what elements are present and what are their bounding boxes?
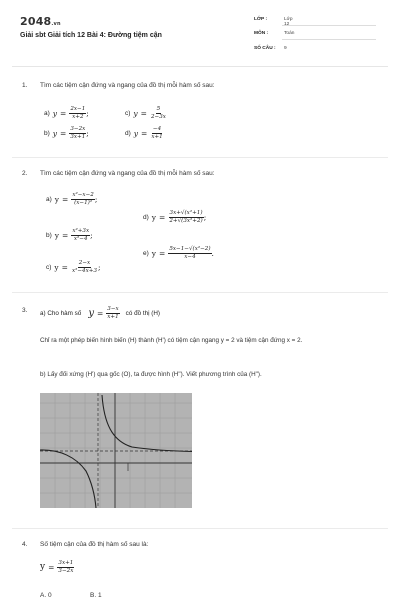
curve-branch-right [102,395,192,452]
question-divider [12,292,388,293]
q3-a-prefix: a) Cho hàm số [40,309,82,317]
q1-d-numerator: −4 [152,126,162,132]
q2-d-tail: ; [203,212,207,222]
q2-formula-a [46,192,97,206]
document-title: Giải sbt Giải tích 12 Bài 4: Đường tiệm cận [20,32,162,39]
q1-formula-d [125,126,164,140]
question-3-number: 3. [22,307,28,314]
logo-suffix: .vn [51,21,61,27]
q2-e-denominator: x−4 [184,253,196,260]
question-1-number: 1. [22,82,28,89]
q4-eq: = [48,562,55,572]
q1-d-y: y [133,128,139,138]
q2-a-y: y [54,194,60,204]
q2-c-denominator: x²−4x+3 [71,267,98,274]
q1-b-eq: = [60,128,67,138]
q1-a-y: y [52,108,58,118]
q4-option-b[interactable]: B. 1 [90,592,102,599]
q2-a-fraction [71,192,95,206]
q1-a-label: a) [44,109,50,117]
q2-e-y: y [151,248,157,258]
q3-paragraph-1: Chỉ ra một phép biến hình biến (H) thành (H') có tiệm cận ngang y = 2 và tiệm cận đứng x = 2. [40,337,303,344]
q3-numerator: 3−x [107,306,119,312]
q1-c-eq: = [140,108,147,118]
question-4-text: Số tiệm cận của đồ thị hàm số sau là: [40,541,149,548]
q2-formula-c [46,260,101,274]
q2-d-numerator: 3x+√(x²+1) [169,210,203,216]
q2-b-label: b) [46,231,52,239]
q2-b-fraction [71,228,90,242]
q3-part-a-line [40,306,163,320]
q1-b-y: y [52,128,58,138]
q2-b-eq: = [62,230,69,240]
question-divider [12,528,388,529]
q2-e-eq: = [159,248,166,258]
q2-d-y: y [151,212,157,222]
q1-formula-b [44,126,89,140]
graph-drawing [40,393,192,508]
q1-d-eq: = [141,128,148,138]
meta-class-value: Lớp 12 [284,17,293,27]
q2-b-numerator: x²+3x [72,228,90,234]
q2-b-y: y [54,230,60,240]
q2-c-fraction [71,260,98,274]
q2-e-fraction [168,246,211,260]
q4-option-a[interactable]: A. 0 [40,592,52,599]
q1-b-fraction [69,126,86,140]
meta-count-label: SỐ CÂU : [254,46,276,51]
q3-fraction [106,306,119,320]
q3-eq: = [96,308,104,318]
q1-c-denominator: 2−3x [150,113,166,120]
q2-d-denominator: 2+√(3x²+2) [169,217,203,224]
meta-class-label: LỚP : [254,17,268,22]
header-divider [12,66,388,67]
q2-formula-d [143,210,206,224]
q1-b-denominator: 3x+1 [70,133,86,140]
q3-denominator: x+1 [107,313,119,320]
q2-formula-e [143,246,214,260]
q1-a-tail: ; [86,108,89,118]
site-logo[interactable] [20,15,61,28]
q3-paragraph-2: b) Lấy đối xứng (H') qua gốc (O), ta được hình (H"). Viết phương trình của (H"). [40,371,262,378]
q4-numerator: 3x+1 [58,560,74,566]
page-header [0,0,400,62]
q4-y: y [40,562,46,572]
curve-branch-left [40,450,96,508]
q2-a-numerator: x²−x−2 [72,192,94,198]
q1-b-label: b) [44,129,50,137]
q2-d-fraction [168,210,203,224]
question-divider [12,157,388,158]
q1-c-label: c) [125,109,131,117]
meta-subject-value: Toán [284,31,295,36]
q4-fraction [57,560,74,574]
q2-a-eq: = [62,194,69,204]
q2-e-numerator: 5x−1−√(x²−2) [169,246,211,252]
question-4-number: 4. [22,541,28,548]
q2-d-label: d) [143,213,149,221]
q1-c-numerator: 5 [156,106,161,112]
q2-c-numerator: 2−x [78,260,91,266]
q1-c-fraction [150,106,167,120]
q2-c-tail: ; [98,262,101,272]
q1-a-fraction [69,106,86,120]
q3-y: y [88,307,94,319]
q2-e-label: e) [143,249,149,257]
question-2-number: 2. [22,170,28,177]
q2-e-tail: . [211,248,214,258]
question-2-text: Tìm các tiệm cận đứng và ngang của đồ thị mỗi hàm số sau: [40,170,215,177]
q4-formula [40,560,74,574]
q2-a-denominator: (x−1)² [74,199,93,206]
q2-b-tail: ; [90,230,93,240]
function-graph-image [40,393,192,508]
q1-d-label: d) [125,129,131,137]
q2-c-y: y [54,262,59,272]
meta-subject-label: MÔN : [254,31,269,36]
q2-b-denominator: x²−4 [73,235,88,242]
q3-a-suffix: có đồ thị (H) [125,309,160,317]
meta-count-value: 9 [284,46,287,51]
q2-c-label: c) [46,263,52,271]
meta-divider [282,25,376,26]
q1-a-numerator: 2x−1 [70,106,86,112]
q2-c-eq: = [61,262,68,272]
q2-a-tail: ; [94,194,98,204]
q1-a-denominator: x+2 [72,113,84,120]
q1-formula-c [125,106,167,120]
q1-c-y: y [133,108,138,118]
question-1-text: Tìm các tiệm cận đứng và ngang của đồ thị mỗi hàm số sau: [40,82,215,89]
q1-d-fraction [150,126,163,140]
q1-b-tail: ; [86,128,89,138]
q4-denominator: 3−2x [58,567,74,574]
q2-d-eq: = [159,212,166,222]
q2-a-label: a) [46,195,52,203]
meta-divider [282,39,376,40]
logo-main: 2048 [20,15,52,28]
q1-a-eq: = [60,108,67,118]
q2-formula-b [46,228,93,242]
q1-b-numerator: 3−2x [70,126,86,132]
q1-formula-a [44,106,89,120]
q1-d-denominator: x+1 [151,133,163,140]
